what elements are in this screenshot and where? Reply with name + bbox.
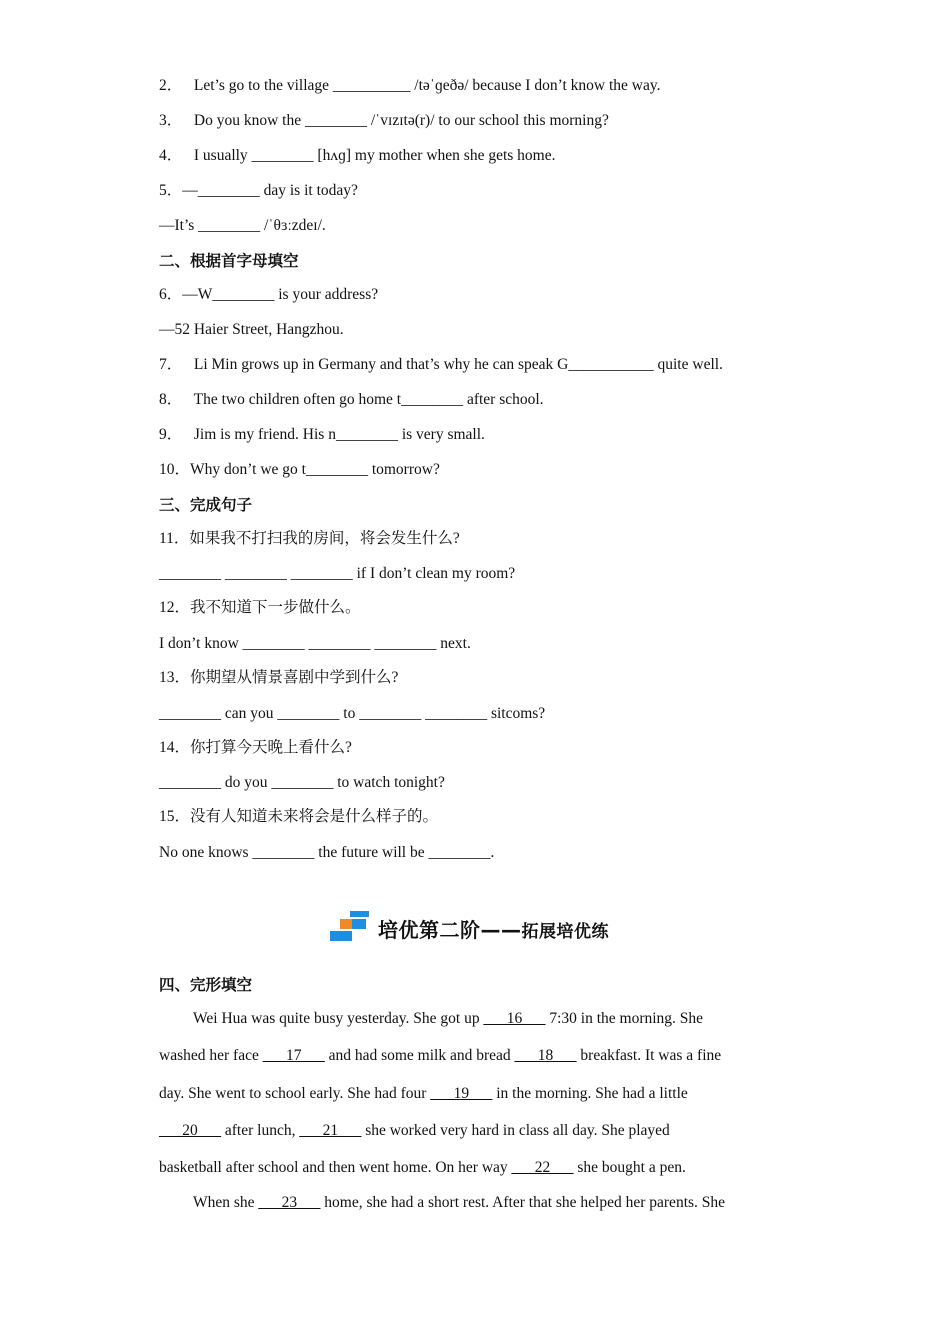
section-2-heading: 二、根据首字母填空 bbox=[159, 252, 299, 270]
cloze-blank-23: ___23___ bbox=[258, 1194, 321, 1211]
question-15-english: No one knows ________ the future will be ________. bbox=[159, 844, 495, 861]
question-6-prompt: 6．—W________ is your address? bbox=[159, 286, 379, 303]
question-14-english: ________ do you ________ to watch tonight? bbox=[159, 774, 445, 791]
question-5-prompt: 5．—________ day is it today? bbox=[159, 182, 358, 199]
question-4: 4． I usually ________ [hʌɡ] my mother when she gets home. bbox=[159, 147, 556, 164]
cloze-text: and had some milk and bread bbox=[324, 1047, 515, 1064]
cloze-text: day. She went to school early. She had four bbox=[159, 1085, 431, 1102]
cloze-line-3 bbox=[159, 1084, 688, 1104]
cloze-text: she bought a pen. bbox=[573, 1159, 686, 1176]
cloze-text: washed her face bbox=[159, 1047, 263, 1064]
question-13-chinese: 13．你期望从情景喜剧中学到什么? bbox=[159, 669, 399, 686]
section-3-heading: 三、完成句子 bbox=[159, 496, 253, 514]
cloze-text: after lunch, bbox=[221, 1122, 300, 1139]
cloze-line-5 bbox=[159, 1158, 686, 1178]
cloze-line-6 bbox=[193, 1193, 725, 1213]
question-11-chinese: 11．如果我不打扫我的房间，将会发生什么? bbox=[159, 530, 460, 547]
cloze-blank-21: ___21___ bbox=[299, 1122, 362, 1139]
question-11-english: ________ ________ ________ if I don’t clean my room? bbox=[159, 565, 516, 582]
cloze-text: in the morning. She had a little bbox=[492, 1085, 688, 1102]
cloze-blank-17: ___17___ bbox=[262, 1047, 325, 1064]
section-banner bbox=[330, 910, 609, 946]
cloze-text: 7:30 in the morning. She bbox=[545, 1010, 704, 1027]
question-10: 10．Why don’t we go t________ tomorrow? bbox=[159, 461, 440, 478]
question-12-english: I don’t know ________ ________ ________ next. bbox=[159, 635, 471, 652]
section-4-heading: 四、完形填空 bbox=[159, 976, 253, 994]
question-3: 3． Do you know the ________ /ˈvɪzɪtə(r)/ to our school this morning? bbox=[159, 112, 609, 129]
question-12-chinese: 12．我不知道下一步做什么。 bbox=[159, 599, 361, 616]
cloze-text: home, she had a short rest. After that she helped her parents. She bbox=[320, 1194, 726, 1211]
cloze-line-2 bbox=[159, 1046, 721, 1066]
question-13-english: ________ can you ________ to ________ ________ sitcoms? bbox=[159, 705, 546, 722]
cloze-line-1 bbox=[193, 1009, 703, 1029]
banner-title bbox=[378, 914, 609, 943]
question-15-chinese: 15．没有人知道未来将会是什么样子的。 bbox=[159, 808, 439, 825]
cloze-blank-20: ___20___ bbox=[159, 1122, 221, 1139]
cloze-text: Wei Hua was quite busy yesterday. She got up bbox=[193, 1010, 484, 1027]
banner-blocks-icon bbox=[330, 911, 370, 945]
question-7: 7． Li Min grows up in Germany and that’s why he can speak G___________ quite well. bbox=[159, 356, 723, 373]
cloze-blank-22: ___22___ bbox=[511, 1159, 574, 1176]
question-6-answer: —52 Haier Street, Hangzhou. bbox=[159, 321, 344, 338]
cloze-text: she worked very hard in class all day. She played bbox=[361, 1122, 670, 1139]
cloze-text: breakfast. It was a fine bbox=[576, 1047, 722, 1064]
banner-title-dash: —— bbox=[480, 917, 522, 942]
question-5-answer: —It’s ________ /ˈθɜːzdeɪ/. bbox=[159, 217, 326, 234]
cloze-blank-19: ___19___ bbox=[430, 1085, 493, 1102]
banner-title-main: 培优第二阶 bbox=[378, 917, 481, 942]
cloze-blank-16: ___16___ bbox=[483, 1010, 546, 1027]
banner-title-sub: 拓展培优练 bbox=[521, 921, 609, 942]
cloze-blank-18: ___18___ bbox=[514, 1047, 577, 1064]
question-9: 9． Jim is my friend. His n________ is very small. bbox=[159, 426, 485, 443]
cloze-text: basketball after school and then went home. On her way bbox=[159, 1159, 512, 1176]
question-14-chinese: 14．你打算今天晚上看什么? bbox=[159, 739, 352, 756]
question-8: 8． The two children often go home t________ after school. bbox=[159, 391, 544, 408]
cloze-line-4 bbox=[159, 1121, 670, 1141]
cloze-text: When she bbox=[193, 1194, 259, 1211]
question-2: 2． Let’s go to the village __________ /təˈɡeðə/ because I don’t know the way. bbox=[159, 77, 661, 94]
